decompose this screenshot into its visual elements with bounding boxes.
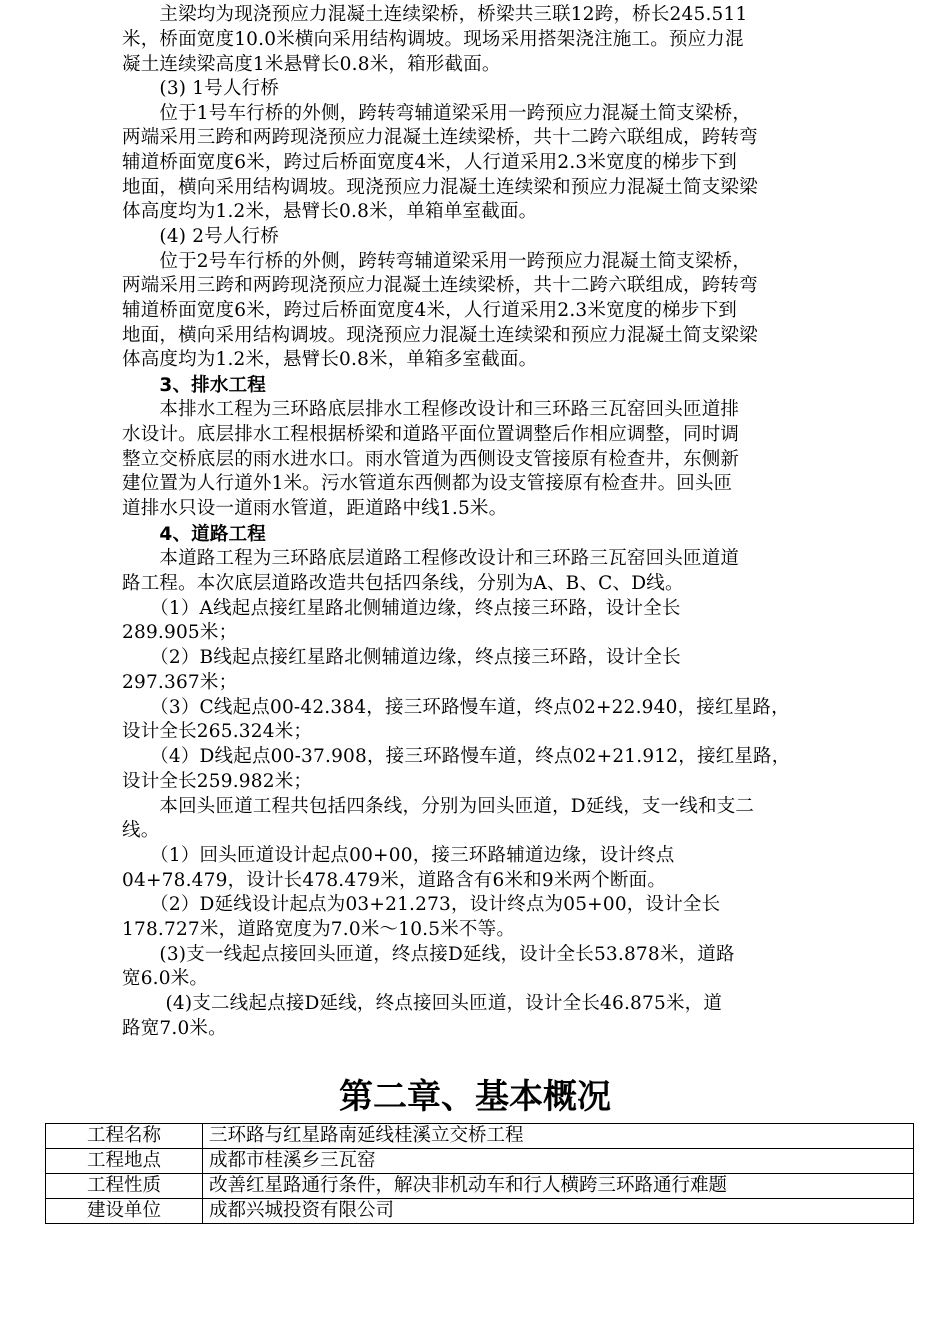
paragraph-line: 路工程。本次底层道路改造共包括四条线，分别为A、B、C、D线。 <box>122 573 684 594</box>
paragraph-line: 体高度均为1.2米，悬臂长0.8米，单箱多室截面。 <box>122 349 538 370</box>
section-heading-drainage: 3、排水工程 <box>122 375 266 396</box>
table-value: 成都市桂溪乡三瓦窑 <box>203 1149 914 1174</box>
paragraph-line: 凝土连续梁高度1米悬臂长0.8米，箱形截面。 <box>122 54 501 75</box>
paragraph-line: 289.905米； <box>122 622 238 643</box>
paragraph-line: 宽6.0米。 <box>122 968 209 989</box>
paragraph-line: 体高度均为1.2米，悬臂长0.8米，单箱单室截面。 <box>122 201 538 222</box>
paragraph-line: 地面，横向采用结构调坡。现浇预应力混凝土连续梁和预应力混凝土简支梁梁 <box>122 177 758 198</box>
paragraph-line: 设计全长265.324米； <box>122 721 313 742</box>
table-key: 工程名称 <box>46 1124 203 1149</box>
paragraph-line: 地面，横向采用结构调坡。现浇预应力混凝土连续梁和预应力混凝土简支梁梁 <box>122 325 758 346</box>
chapter-title: 第二章、基本概况 <box>339 1077 611 1117</box>
section-heading: (3) 1号人行桥 <box>122 78 280 99</box>
paragraph-line: 建位置为人行道外1米。污水管道东西侧都为设支管接原有检查井。回头匝 <box>122 473 733 494</box>
section-heading: (4) 2号人行桥 <box>122 226 280 247</box>
paragraph-line: 297.367米； <box>122 672 238 693</box>
paragraph-line: 位于1号车行桥的外侧，跨转弯辅道梁采用一跨预应力混凝土简支梁桥， <box>122 103 752 124</box>
table-key: 工程地点 <box>46 1149 203 1174</box>
table-key: 工程性质 <box>46 1174 203 1199</box>
paragraph-line: （2）D延线设计起点为03+21.273，设计终点为05+00，设计全长 <box>122 894 721 915</box>
paragraph-line: 178.727米，道路宽度为7.0米～10.5米不等。 <box>122 919 516 940</box>
paragraph-line: 两端采用三跨和两跨现浇预应力混凝土连续梁桥，共十二跨六联组成，跨转弯 <box>122 127 758 148</box>
paragraph-line: 本道路工程为三环路底层道路工程修改设计和三环路三瓦窑回头匝道道 <box>122 548 740 569</box>
paragraph-line: 辅道桥面宽度6米，跨过后桥面宽度4米，人行道采用2.3米宽度的梯步下到 <box>122 300 737 321</box>
paragraph-line: 道排水只设一道雨水管道，距道路中线1.5米。 <box>122 498 508 519</box>
paragraph-line: 整立交桥底层的雨水进水口。雨水管道为西侧设支管接原有检查井，东侧新 <box>122 449 740 470</box>
table-row <box>46 1199 914 1224</box>
table-row <box>46 1174 914 1199</box>
project-info-table <box>45 1123 914 1224</box>
table-row <box>46 1149 914 1174</box>
paragraph-line: （1）回头匝道设计起点00+00，接三环路辅道边缘，设计终点 <box>122 845 675 866</box>
paragraph-line: 两端采用三跨和两跨现浇预应力混凝土连续梁桥，共十二跨六联组成，跨转弯 <box>122 275 758 296</box>
paragraph-line: 04+78.479，设计长478.479米，道路含有6米和9米两个断面。 <box>122 870 667 891</box>
paragraph-line: （3）C线起点00-42.384，接三环路慢车道，终点02+22.940，接红星路， <box>122 697 790 718</box>
paragraph-line: 本排水工程为三环路底层排水工程修改设计和三环路三瓦窑回头匝道排 <box>122 399 740 420</box>
paragraph-line: (4)支二线起点接D延线，终点接回头匝道，设计全长46.875米，道 <box>122 993 723 1014</box>
paragraph-line: （1）A线起点接红星路北侧辅道边缘，终点接三环路，设计全长 <box>122 598 681 619</box>
paragraph-line: 主梁均为现浇预应力混凝土连续梁桥，桥梁共三联12跨，桥长245.511 <box>122 4 748 25</box>
paragraph-line: 位于2号车行桥的外侧，跨转弯辅道梁采用一跨预应力混凝土简支梁桥， <box>122 251 752 272</box>
table-value: 成都兴城投资有限公司 <box>203 1199 914 1224</box>
paragraph-line: 水设计。底层排水工程根据桥梁和道路平面位置调整后作相应调整，同时调 <box>122 424 740 445</box>
section-heading-road: 4、道路工程 <box>122 524 266 545</box>
table-value: 三环路与红星路南延线桂溪立交桥工程 <box>203 1124 914 1149</box>
paragraph-line: 辅道桥面宽度6米，跨过后桥面宽度4米，人行道采用2.3米宽度的梯步下到 <box>122 152 737 173</box>
table-value: 改善红星路通行条件，解决非机动车和行人横跨三环路通行难题 <box>203 1174 914 1199</box>
paragraph-line: 米，桥面宽度10.0米横向采用结构调坡。现场采用搭架浇注施工。预应力混 <box>122 29 744 50</box>
table-key: 建设单位 <box>46 1199 203 1224</box>
paragraph-line: 路宽7.0米。 <box>122 1018 227 1039</box>
paragraph-line: 线。 <box>122 820 160 841</box>
table-row <box>46 1124 914 1149</box>
paragraph-line: 设计全长259.982米； <box>122 771 313 792</box>
paragraph-line: （4）D线起点00-37.908，接三环路慢车道，终点02+21.912，接红星路， <box>122 746 791 767</box>
paragraph-line: (3)支一线起点接回头匝道，终点接D延线，设计全长53.878米，道路 <box>122 944 735 965</box>
paragraph-line: （2）B线起点接红星路北侧辅道边缘，终点接三环路，设计全长 <box>122 647 681 668</box>
paragraph-line: 本回头匝道工程共包括四条线，分别为回头匝道，D延线，支一线和支二 <box>122 796 755 817</box>
